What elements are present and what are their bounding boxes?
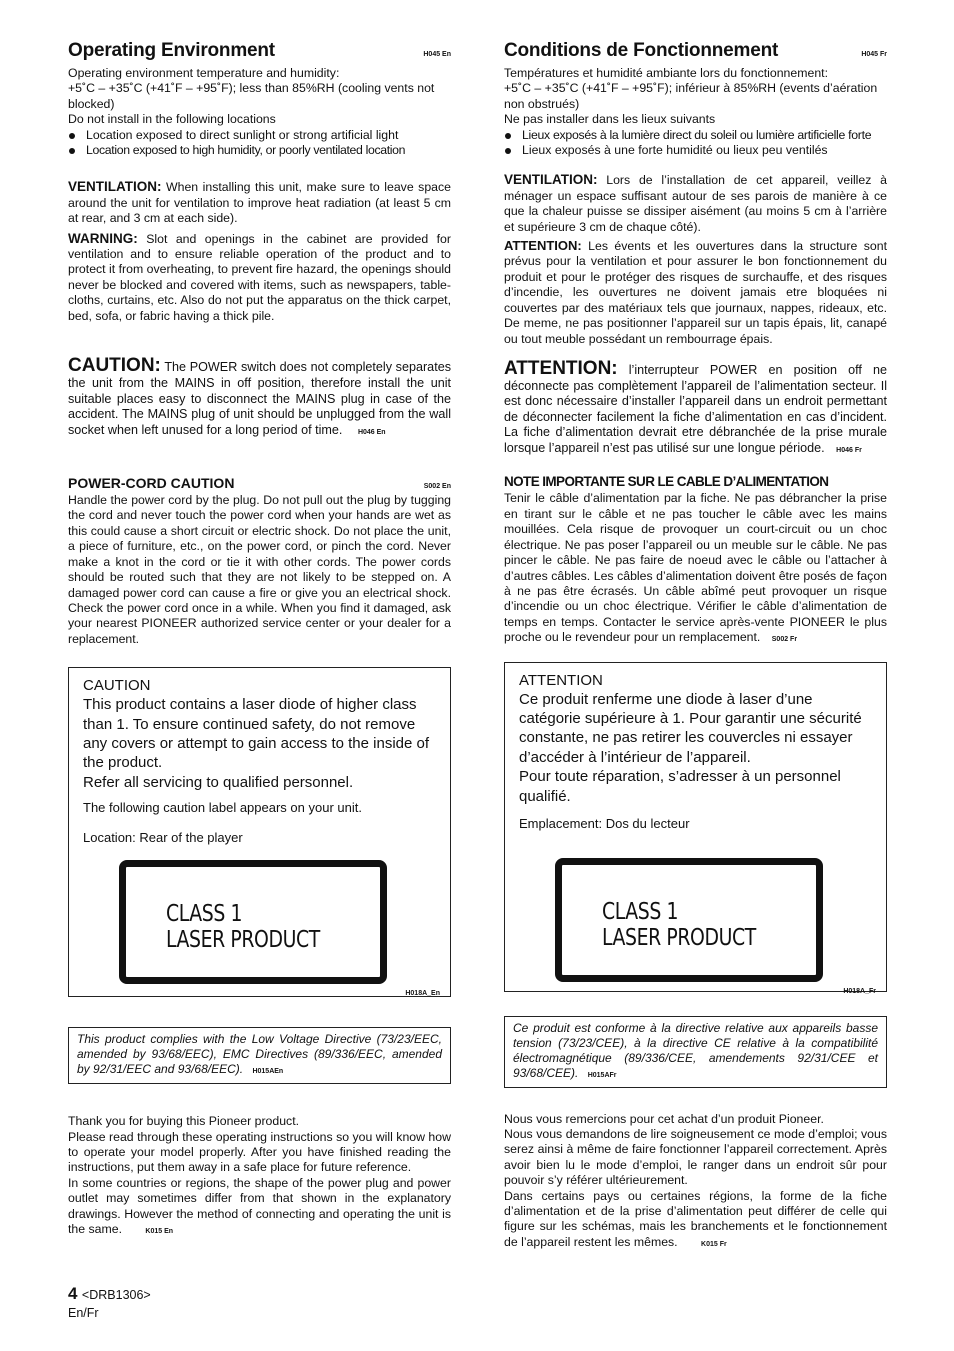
- laser-attention-text: Ce produit renferme une diode à laser d’une catégorie supérieure à 1. Pour garantir une sécurité constante, ne pas retirer les couvercles ni essayer d’accéder à l’intérieur de l’appareil.: [519, 690, 862, 766]
- list-item: Lieux exposés à la lumière direct du soleil ou lumière artificielle forte: [504, 128, 887, 143]
- list-item: Lieux exposés à une forte humidité ou lieux peu ventilés: [504, 143, 887, 158]
- ventilation-paragraph: VENTILATION: Lors de l’installation de cet appareil, veillez à ménager un espace suffisant autour de ses parois de manière à ce que la chaleur puisse se dissiper aisément (au moins 5 cm à l’arrière et supérieure 3 cm de chaque côté).: [504, 172, 887, 234]
- section-code: H018A_En: [405, 990, 440, 998]
- attention-mains-paragraph: ATTENTION: l’interrupteur POWER en position off ne déconnecte pas complètement l’appareil de l’alimentation secteur. Il est donc nécessaire d’installer l’appareil dans un endroit permettant de déconnecter facilement la fiche d’alimentation en cas d’incident. La fiche d’alimentation devrait etre débranchée de la prise murale lorsque l’appareil n’est pas utilisé sur une longue période. H046 Fr: [504, 357, 887, 455]
- bullet-list: [504, 128, 887, 159]
- conditions-title: Conditions de Fonctionnement: [504, 40, 779, 61]
- list-item: Location exposed to high humidity, or poorly ventilated location: [68, 143, 451, 158]
- directive-box: This product complies with the Low Voltage Directive (73/23/EEC, amended by 93/68/EEC), EMC Directives (89/336/EEC, amended by 92/31/EEC and 93/68/EEC). H015AEn: [68, 1027, 451, 1084]
- laser-caution-box: [68, 667, 451, 997]
- laser-attention-box: [504, 662, 887, 995]
- page-number: 4: [68, 1284, 78, 1303]
- label-location: Emplacement: Dos du lecteur: [519, 815, 690, 831]
- section-heading: [68, 40, 451, 62]
- label-note: The following caution label appears on your unit.: [83, 800, 362, 816]
- paragraph: In some countries or regions, the shape of the power plug and power outlet may sometimes differ from that shown in the explanatory drawings. However the method of connecting and operating the unit is the same. K015 En: [68, 1175, 451, 1236]
- directive-box: Ce produit est conforme à la directive relative aux appareils basse tension (73/23/CEE), à la directive CE relative à la compatibilité électromagnétique (89/336/CEE, amendements 92/31/CEE et 93/68/CEE). H015AFr: [504, 1016, 887, 1088]
- section-code: H018A_Fr: [843, 987, 876, 995]
- page-footer: [68, 1284, 151, 1320]
- bullet-icon: [505, 148, 511, 154]
- laser-servicing-text: Pour toute réparation, s’adresser à un personnel qualifié.: [519, 768, 841, 805]
- paragraph: Do not install in the following locations: [68, 112, 276, 127]
- power-cord-paragraph: Tenir le câble d’alimentation par la fiche. Ne pas débrancher la prise en tirant sur le câble et ne pas toucher le câble avec les mains mouillées. Cela risque de provoquer un court-circuit ou un choc électrique. Ne pas poser l’appareil ou un meuble sur le câble. Ne pas pincer le câble. Ne pas faire de noeud avec le câble ou l’attacher à d’autres câbles. Les câbles d’alimentation doivent être posés de façon à ne pas être écrasés. Un câble abîmé peut provoquer un risque d’incendie ou un choc électrique. Vérifier le câble d’alimentation de temps en temps. Contacter le service après-vente PIONEER le plus proche ou le revendeur pour un remplacement. S002 Fr: [504, 491, 887, 645]
- thanks-section: Thank you for buying this Pioneer product. Please read through these operating instructions so you will know how to operate your model properly. After you have finished reading the instructions, put them away in a safe place for future reference. In some countries or regions, the shape of the power plug and power outlet may sometimes differ from that shown in the explanatory drawings. However the method of connecting and operating the unit is the same. K015 En: [68, 1114, 451, 1239]
- section-code: H045 En: [423, 51, 451, 58]
- bullet-icon: [69, 133, 75, 139]
- bullet-list: [68, 128, 451, 159]
- laser-servicing-text: Refer all servicing to qualified personnel.: [83, 773, 354, 791]
- document-code: <DRB1306>: [81, 1288, 151, 1302]
- paragraph: Operating environment temperature and humidity:: [68, 66, 340, 80]
- list-item: Location exposed to direct sunlight or strong artificial light: [68, 128, 451, 143]
- power-cord-heading: POWER-CORD CAUTION S002 En: [68, 475, 451, 492]
- paragraph: +5˚C – +35˚C (+41˚F – +95˚F); less than 85%RH (cooling vents not blocked): [68, 81, 435, 111]
- laser-caution-text: This product contains a laser diode of higher class than 1. To ensure continued safety, do not remove any covers or attempt to gain access to the inside of the product.: [83, 696, 430, 772]
- english-column: [68, 40, 451, 1239]
- operating-environment-title: Operating Environment: [68, 40, 275, 61]
- power-cord-paragraph: Handle the power cord by the plug. Do not pull out the plug by tugging the cord and never touch the power cord when your hands are wet as this could cause a short circuit or electric shock. Do not place the unit, a piece of furniture, etc., on the power cord, or pinch the cord. Never make a knot in the cord or tie it with other cords. The power cords should be routed such that they are not likely to be stepped on. A damaged power cord can cause a fire or give you an electrical shock. Check the power cord once in a while. When you find it damaged, ask your nearest PIONEER authorized service center or your dealer for a replacement.: [68, 493, 451, 646]
- label-location: Location: Rear of the player: [83, 830, 243, 846]
- bullet-icon: [505, 133, 511, 139]
- french-column: Conditions de Fonctionnement H045 Fr Températures et humidité ambiante lors du fonctionnement: +5˚C – +35˚C (+41˚F – +95˚F); inférieur à 85%RH (events d’aération non obstrués) Ne pas installer dans les lieux suivants Lieux exposés à la lumière direct du soleil ou lumière artificielle forte Lieux exposés à une forte humidité ou lieux peu ventilés VENTILATION: Lors de l’installation de cet appareil, veillez à ménager un espace suffisant autour de ses parois de manière à ce que la chaleur puisse se dissiper aisément (au moins 5 cm à l’arrière et supérieure 3 cm de chaque côté). ATTENTION: Les évents et les ouvertures dans la structure sont prévus pour la ventilation et pour assurer le bon fonctionnement du produit et pour le protéger des risques de surchauffe, et des risques d’incendie, les ouvertures ne doivent jamais etre bloquées ni couvertes par des matériaux tels que journaux, nappes, rideaux, etc. De meme, ne pas positionner l’appareil sur un tapis épais, lit, canapé ou tout meuble possédant un rembourrage épais. ATTENTION: l’interrupteur POWER en position off ne déconnecte pas complètement l’appareil de l’alimentation secteur. Il est donc nécessaire d’installer l’appareil dans un endroit permettant de déconnecter facilement la fiche d’alimentation en cas d’incident. La fiche d’alimentation devrait etre débranchée de la prise murale lorsque l’appareil n’est pas utilisé sur une longue période. H046 Fr NOTE IMPORTANTE SUR LE CABLE D’ALIMENTATION Tenir le câble d’alimentation par la fiche. Ne pas débrancher la prise en tirant sur le câble et ne pas toucher le câble avec les mains mouillées. Cela risque de provoquer un court-circuit ou un choc électrique. Ne pas poser l’appareil ou un meuble sur le câble. Ne pas pincer le câble. Ne pas faire de noeud avec le câble ou l’attacher à d’autres câbles. Les câbles d’alimentation doivent être posés de façon à ne pas être écrasés. Un câble abîmé peut provoquer un risque d’incendie ou un choc électrique. Vérifier le câble d’alimentation de temps en temps. Contacter le service après-vente PIONEER le plus proche ou le revendeur pour un remplacement. S002 Fr ATTENTION Ce produit renferme une diode à laser d’une catégorie supérieure à 1. Pour garantir une sécurité constante, ne pas retirer les couvercles ni essayer d’accéder à l’intérieur de l’appareil. Pour toute réparation, s’adresser à un personnel qualifié. Emplacement: Dos du lecteur CLASS 1 LASER PRODUCT H018A_Fr Ce produit est conforme à la directive relative aux appareils basse tension (73/23/CEE), à la directive CE relative à la compatibilité électromagnétique (89/336/CEE, amendements 92/31/CEE et 93/68/CEE). H015AFr Nous vous remercions pour cet achat d’un produit Pioneer. Nous vous demandons de lire soigneusement ce mode d’emploi; vous serez ainsi à même de faire fonctionner l’appareil correctement. Après avoir bien lu le mode d’emploi, le ranger dans un endroit sûr pour pouvoir s’y référer ultérieurement. Dans certains pays ou certaines régions, la forme de la fiche d’alimentation et de la prise d’alimentation peut différer de celle qui figure sur les schémas, mais les branchements et le fonctionnement de l’appareil restent les mêmes. K015 Fr: [504, 40, 887, 1252]
- laser-attention-title: ATTENTION: [519, 671, 603, 689]
- caution-mains-paragraph: CAUTION: The POWER switch does not completely separates the unit from the MAINS in off position, therefore install the unit suitable places easy to disconnect the MAINS plug in case of the accident. The MAINS plug of unit should be unplugged from the wall socket when left unused for a long period of time. H046 En: [68, 355, 451, 438]
- section-heading: [504, 40, 887, 62]
- language-indicator: En/Fr: [68, 1306, 99, 1320]
- warning-paragraph: WARNING: Slot and openings in the cabinet are provided for ventilation and to ensure reliable operation of the product and to protect it from overheating, to prevent fire hazard, the openings should never be blocked and covered with items, such as newspapers, table-cloths, curtains, etc. Also do not put the apparatus on the thick carpet, bed, sofa, or fabric having a thick pile.: [68, 230, 451, 323]
- paragraph: Dans certains pays ou certaines régions, la forme de la fiche d’alimentation et de la prise d’alimentation peut différer de celle qui figure sur les schémas, mais les branchements et le fonctionnement de l’appareil restent les mêmes. K015 Fr: [504, 1188, 887, 1249]
- class1-laser-label: CLASS 1 LASER PRODUCT: [119, 860, 387, 984]
- section-code: H045 Fr: [861, 51, 887, 58]
- laser-caution-title: CAUTION: [83, 677, 151, 695]
- attention-vent-paragraph: ATTENTION: Les évents et les ouvertures dans la structure sont prévus pour la ventilation et pour assurer le bon fonctionnement du produit et pour le protéger des risques de surchauffe, et des risques d’incendie, les ouvertures ne doivent jamais etre bloquées ni couvertes par des matériaux tels que journaux, nappes, rideaux, etc. De meme, ne pas positionner l’appareil sur un tapis épais, lit, canapé ou tout meuble possédant un rembourrage épais.: [504, 238, 887, 346]
- ventilation-paragraph: VENTILATION: When installing this unit, make sure to leave space around the unit for ventilation to improve heat radiation (at least 5 cm at rear, and 3 cm at each side).: [68, 179, 451, 226]
- thanks-section: Nous vous remercions pour cet achat d’un produit Pioneer. Nous vous demandons de lire soigneusement ce mode d’emploi; vous serez ainsi à même de faire fonctionner l’appareil correctement. Après avoir bien lu le mode d’emploi, le ranger dans un endroit sûr pour pouvoir s’y référer ultérieurement. Dans certains pays ou certaines régions, la forme de la fiche d’alimentation et de la prise d’alimentation peut différer de celle qui figure sur les schémas, mais les branchements et le fonctionnement de l’appareil restent les mêmes. K015 Fr: [504, 1112, 887, 1253]
- power-cord-heading: NOTE IMPORTANTE SUR LE CABLE D’ALIMENTATION: [504, 474, 829, 490]
- bullet-icon: [69, 148, 75, 154]
- class1-laser-label: CLASS 1 LASER PRODUCT: [555, 858, 823, 982]
